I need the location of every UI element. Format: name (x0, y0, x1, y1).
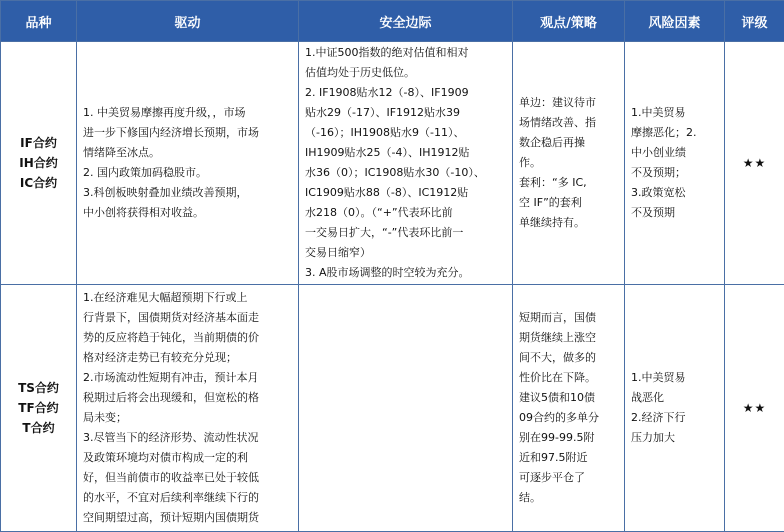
text-line: 空间期望过高，预计短期内国债期货 (83, 511, 259, 524)
text-line: 战恶化 (631, 391, 664, 404)
text-line: 09合约的多单分 (519, 411, 599, 424)
rating-cell (725, 42, 784, 285)
table-row-treasury (1, 285, 784, 532)
text-line: 局未变； (83, 411, 127, 424)
rating-stars: ★★ (742, 156, 767, 170)
risk-factors-cell (625, 285, 725, 532)
text-line: 好，但当前债市的收益率已处于较低 (83, 471, 259, 484)
safety-margin-cell (299, 285, 513, 532)
text-line: 3.尽管当下的经济形势、流动性状况 (83, 431, 259, 444)
text-line: 数企稳后再操 (519, 136, 585, 149)
text-line: 3. A股市场调整的时空较为充分。 (305, 266, 470, 279)
text-line: 2. 国内政策加码稳股市。 (83, 166, 207, 179)
text-line: 套利：“多 IC, (519, 176, 587, 189)
text-line: 结。 (519, 491, 541, 504)
text-line: 2.市场流动性短期有冲击，预计本月 (83, 371, 259, 384)
text-line: 中小创业绩 (631, 146, 686, 159)
text-line: 性价比在下降。 (519, 371, 596, 384)
text-line: 格对经济走势已有较充分兑现； (83, 351, 237, 364)
text-line: IH1909贴水25（-4）、IH1912贴 (305, 146, 470, 159)
text-line: 单继续持有。 (519, 216, 585, 229)
text-line: 别在99-99.5附 (519, 431, 595, 444)
view-strategy-cell (513, 42, 625, 285)
text-line: 作。 (519, 156, 541, 169)
text-line: 摩擦恶化；2. (631, 126, 697, 139)
text-line: 1.在经济难见大幅超预期下行或上 (83, 291, 248, 304)
text-line: 税期过后将会出现缓和，但宽松的格 (83, 391, 259, 404)
text-line: 情绪降至冰点。 (83, 146, 160, 159)
text-line: 行背景下，国债期货对经济基本面走 (83, 311, 259, 324)
variety-cell (1, 42, 77, 285)
contract-label: T合约 (22, 421, 55, 435)
text-line: 空 IF”的套利 (519, 196, 582, 209)
text-line: 进一步下修国内经济增长预期，市场 (83, 126, 259, 139)
text-line: 2. IF1908贴水12（-8）、IF1909 (305, 86, 469, 99)
text-line: 短期而言，国债 (519, 311, 596, 324)
contract-label: TF合约 (18, 401, 59, 415)
header-driver: 驱动 (77, 1, 299, 42)
text-line: 间不大，做多的 (519, 351, 596, 364)
text-line: IC1909贴水88（-8）、IC1912贴 (305, 186, 469, 199)
header-row (1, 1, 784, 42)
contract-label: IH合约 (19, 156, 58, 170)
header-safety-margin: 安全边际 (299, 1, 513, 42)
text-line: 及政策环境均对债市构成一定的利 (83, 451, 248, 464)
text-line: 单边：建议待市 (519, 96, 596, 109)
text-line: 场情绪改善、指 (519, 116, 596, 129)
variety-cell (1, 285, 77, 532)
text-line: 建议5债和10债 (519, 391, 595, 404)
text-line: 近和97.5附近 (519, 451, 588, 464)
table-row-stock-index (1, 42, 784, 285)
header-risk-factors: 风险因素 (625, 1, 725, 42)
text-line: 中小创将获得相对收益。 (83, 206, 204, 219)
text-line: 的水平，不宜对后续利率继续下行的 (83, 491, 259, 504)
contract-label: IF合约 (20, 136, 57, 150)
text-line: 水36（0）；IC1908贴水30（-10）、 (305, 166, 485, 179)
rating-cell (725, 285, 784, 532)
text-line: 不及预期； (631, 166, 686, 179)
rating-stars: ★★ (742, 401, 767, 415)
text-line: 2.经济下行 (631, 411, 686, 424)
header-variety: 品种 (1, 1, 77, 42)
text-line: （-16）；IH1908贴水9（-11）、 (305, 126, 465, 139)
risk-factors-cell (625, 42, 725, 285)
text-line: 不及预期 (631, 206, 675, 219)
text-line: 期货继续上涨空 (519, 331, 596, 344)
text-line: 贴水29（-17）、IF1912贴水39 (305, 106, 461, 119)
text-line: 交易日缩窄） (305, 246, 371, 259)
text-line: 压力加大 (631, 431, 675, 444)
text-line: 1.中证500指数的绝对估值和相对 (305, 46, 469, 59)
text-line: 可逐步平仓了 (519, 471, 585, 484)
contract-label: TS合约 (18, 381, 59, 395)
text-line: 1.中美贸易 (631, 106, 686, 119)
text-line: 1. 中美贸易摩擦再度升级，，市场 (83, 106, 246, 119)
contract-label: IC合约 (19, 176, 58, 190)
driver-cell (77, 42, 299, 285)
header-rating: 评级 (725, 1, 784, 42)
text-line: 1.中美贸易 (631, 371, 686, 384)
header-view-strategy: 观点/策略 (513, 1, 625, 42)
text-line: 水218（0）。（“+”代表环比前 (305, 206, 453, 219)
driver-cell (77, 285, 299, 532)
text-line: 估值均处于历史低位。 (305, 66, 415, 79)
text-line: 势的反应将趋于钝化，当前期债的价 (83, 331, 259, 344)
text-line: 3.科创板映射叠加业绩改善预期， (83, 186, 248, 199)
safety-margin-cell (299, 42, 513, 285)
text-line: 一交易日扩大，“-”代表环比前一 (305, 226, 464, 239)
view-strategy-cell (513, 285, 625, 532)
text-line: 3.政策宽松 (631, 186, 686, 199)
